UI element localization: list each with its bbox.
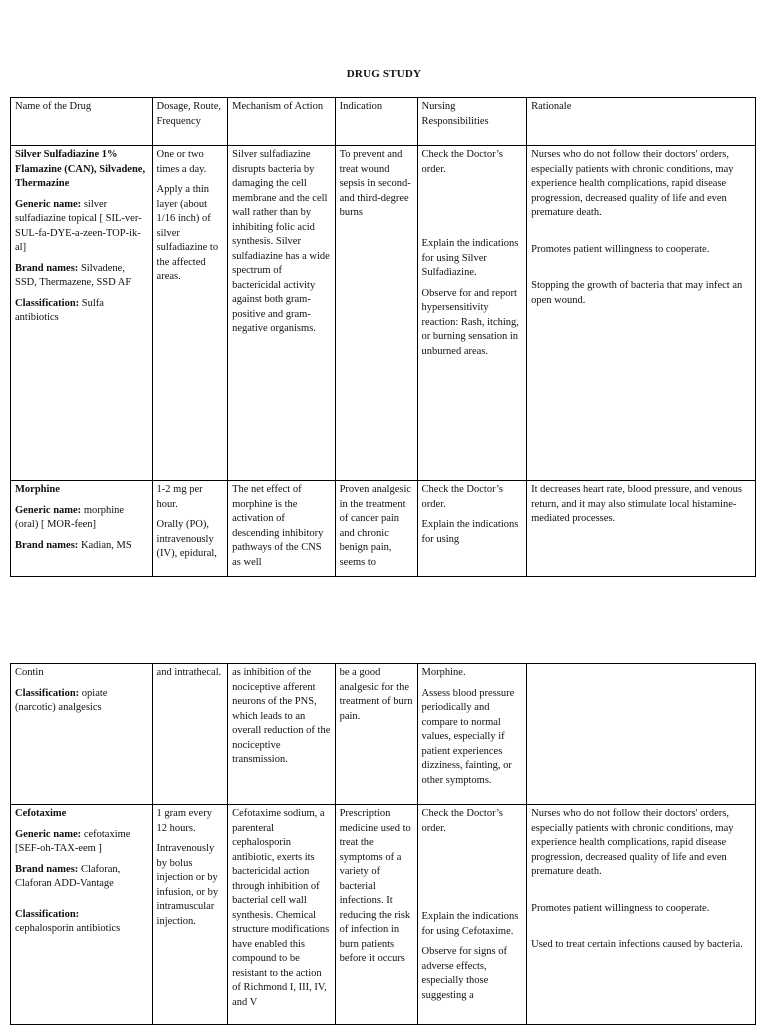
indication-cell: To prevent and treat wound sepsis in second- and third-degree burns <box>335 146 417 481</box>
header-nursing: Nursing Responsibilities <box>417 98 527 146</box>
dosage-cell: 1-2 mg per hour. Orally (PO), intravenously (IV), epidural, <box>152 481 228 577</box>
table-row-cefotaxime <box>11 805 756 1025</box>
table-row-morphine <box>11 481 756 577</box>
header-dosage: Dosage, Route, Frequency <box>152 98 228 146</box>
table-row-morphine-continued <box>11 664 756 805</box>
mechanism-cell: as inhibition of the nociceptive afferent neurons of the PNS, which leads to an overall reduction of the nociceptive transmission. <box>228 664 335 805</box>
nursing-cell: Check the Doctor’s order. Explain the indications for using <box>417 481 527 577</box>
drug-name-cell: Contin Classification: opiate (narcotic) analgesics <box>11 664 153 805</box>
mechanism-cell: The net effect of morphine is the activation of descending inhibitory pathways of the CNS as well <box>228 481 335 577</box>
indication-cell: be a good analgesic for the treatment of burn pain. <box>335 664 417 805</box>
header-indication: Indication <box>335 98 417 146</box>
rationale-cell <box>527 664 756 805</box>
drug-name-cell: Cefotaxime Generic name: cefotaxime [SEF-oh-TAX-eem ] Brand names: Claforan, Claforan ADD-Vantage Classification: cephalosporin antibiotics <box>11 805 153 1025</box>
rationale-cell: Nurses who do not follow their doctors' orders, especially patients with chronic conditions, may experience health complications, rapid disease progression, decreased quality of life and even premature death. Promotes patient willingness to cooperate. Used to treat certain infections caused by bacteria. <box>527 805 756 1025</box>
nursing-cell: Check the Doctor’s order. Explain the indications for using Silver Sulfadiazine. Observe for and report hypersensitivity reaction: Rash, itching, or burning sensation in unburned areas. <box>417 146 527 481</box>
drug-name: Silver Sulfadiazine 1% Flamazine (CAN), Silvadene, Thermazine <box>15 149 146 189</box>
mechanism-cell: Cefotaxime sodium, a parenteral cephalosporin antibiotic, exerts its bactericidal action through inhibition of bacterial cell wall synthesis. Chemical structure modifications have enabled this compound to be resistant to the action of Richmond I, III, IV, and V <box>228 805 335 1025</box>
nursing-cell: Morphine. Assess blood pressure periodically and compare to normal values, especially if patient experiences dizziness, fainting, or other symptoms. <box>417 664 527 805</box>
indication-cell: Proven analgesic in the treatment of cancer pain and chronic benign pain, seems to <box>335 481 417 577</box>
dosage-cell: 1 gram every 12 hours. Intravenously by bolus injection or by infusion, or by intramuscular injection. <box>152 805 228 1025</box>
drug-name: Morphine <box>15 484 60 495</box>
header-drug-name: Name of the Drug <box>11 98 153 146</box>
header-rationale: Rationale <box>527 98 756 146</box>
dosage-cell: and intrathecal. <box>152 664 228 805</box>
rationale-cell: It decreases heart rate, blood pressure, and venous return, and it may also stimulate local histamine-mediated processes. <box>527 481 756 577</box>
table-row-silver-sulfadiazine <box>11 146 756 481</box>
drug-study-table-page-1 <box>10 97 756 577</box>
header-mechanism: Mechanism of Action <box>228 98 335 146</box>
drug-study-table-page-2 <box>10 663 756 1025</box>
nursing-cell: Check the Doctor’s order. Explain the indications for using Cefotaxime. Observe for signs of adverse effects, especially those suggesting a <box>417 805 527 1025</box>
dosage-cell: One or two times a day. Apply a thin layer (about 1/16 inch) of silver sulfadiazine to the affected areas. <box>152 146 228 481</box>
document-title: DRUG STUDY <box>346 68 422 80</box>
drug-name-cell: Silver Sulfadiazine 1% Flamazine (CAN), Silvadene, Thermazine Generic name: silver sulfadiazine topical [ SIL-ver-SUL-fa-DYE-a-zeen-TOP-ik-al] Brand names: Silvadene, SSD, Thermazene, SSD AF Classification: Sulfa antibiotics <box>11 146 153 481</box>
indication-cell: Prescription medicine used to treat the symptoms of a variety of bacterial infections. It reducing the risk of infection in burn patients before it occurs <box>335 805 417 1025</box>
drug-name: Cefotaxime <box>15 808 67 819</box>
table-header-row <box>11 98 756 146</box>
drug-name-cell: Morphine Generic name: morphine (oral) [ MOR-feen] Brand names: Kadian, MS <box>11 481 153 577</box>
mechanism-cell: Silver sulfadiazine disrupts bacteria by damaging the cell membrane and the cell wall rather than by inhibiting folic acid synthesis. Silver sulfadiazine has a wide spectrum of bactericidal activity against both gram-positive and gram-negative organisms. <box>228 146 335 481</box>
rationale-cell: Nurses who do not follow their doctors' orders, especially patients with chronic conditions, may experience health complications, rapid disease progression, decreased quality of life and even premature death. Promotes patient willingness to cooperate. Stopping the growth of bacteria that may infect an open wound. <box>527 146 756 481</box>
